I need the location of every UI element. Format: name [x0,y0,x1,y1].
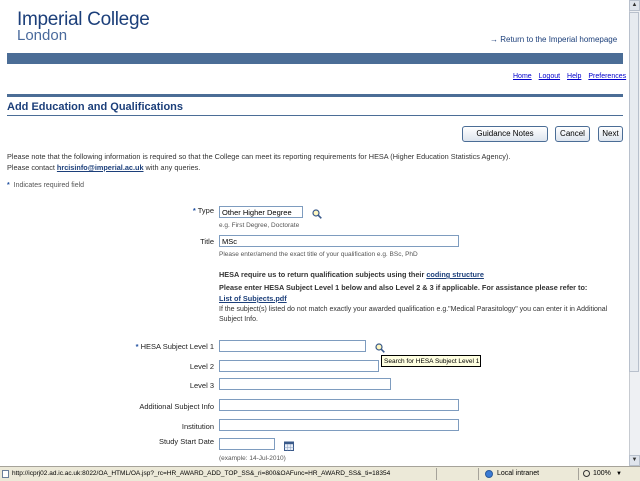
nav-preferences[interactable]: Preferences [588,73,627,80]
return-home-link[interactable] [490,35,617,44]
start-date-field[interactable] [219,438,275,450]
zoom-level[interactable]: 100% [593,470,611,477]
info-line2 [7,162,607,173]
scroll-up-icon[interactable]: ▲ [629,0,640,11]
contact-email-link[interactable]: hrcisinfo@imperial.ac.uk [56,163,144,172]
info-line2-pre: Please contact [7,163,57,172]
required-star-icon: * [135,342,139,351]
type-search-icon[interactable] [312,206,322,224]
institution-field[interactable] [219,419,459,431]
calendar-icon[interactable] [284,438,294,456]
hesa-note: If the subject(s) listed do not match exactly your awarded qualification e.g."Medical Parasitology" you can enter it in Additional Subject Info. [219,306,608,323]
status-url: http://icprj02.ad.ic.ac.uk:8022/OA_HTML/OA.jsp?_rc=HR_AWARD_ADD_TOP_SS&_ri=800&OAFunc=HR_AWARD_SS&_ti=18354 [12,470,391,477]
required-star-icon: * [192,206,196,215]
scroll-thumb[interactable] [629,12,639,372]
return-home-label: Return to the Imperial homepage [500,35,618,44]
logo-line1: Imperial College [17,9,150,30]
nav-home[interactable]: Home [513,73,532,80]
additional-label: Additional Subject Info [139,402,214,411]
institution-label: Institution [181,422,214,431]
coding-structure-link[interactable]: coding structure [426,270,484,279]
guidance-notes-button[interactable]: Guidance Notes [462,126,548,142]
start-date-hint: (example: 14-Jul-2010) [219,455,286,462]
type-label-text: Type [197,206,214,215]
next-button[interactable]: Next [598,126,623,142]
title-hint: Please enter/amend the exact title of your qualification e.g. BSc, PhD [219,251,418,258]
level2-field[interactable] [219,360,379,372]
hesa1-label-text: HESA Subject Level 1 [140,342,214,351]
title-label: Title [200,237,214,246]
status-sep [436,468,437,480]
status-sep2 [478,468,479,480]
arrow-icon: → [490,35,498,44]
start-date-label: Study Start Date [158,437,214,446]
globe-icon [485,470,493,478]
title-field[interactable]: MSc [219,235,459,247]
level2-label: Level 2 [189,362,214,371]
hesa-intro [219,270,484,279]
hesa1-label [124,342,214,351]
header-band [7,53,623,64]
zone-label: Local intranet [497,470,540,477]
level3-label: Level 3 [189,381,214,390]
page-icon [2,470,9,478]
zoom-icon[interactable] [583,470,590,477]
nav-logout[interactable]: Logout [538,73,561,80]
logo-line2: London [17,27,68,44]
required-note [7,182,84,189]
type-label [124,206,214,215]
info-text [7,151,607,173]
subjects-pdf-link[interactable] [219,294,287,303]
status-bar [0,466,640,481]
additional-field[interactable] [219,399,459,411]
divider-band [7,94,623,97]
info-line1: Please note that the following information is required so that the College can meet its reporting requirements for HESA (Higher Education Statistics Agency). [7,152,511,161]
search-tooltip: Search for HESA Subject Level 1 [381,355,481,367]
zoom-dropdown-icon[interactable]: ▼ [616,471,622,477]
level3-field[interactable] [219,378,391,390]
scroll-down-icon[interactable]: ▼ [629,455,640,466]
cancel-button[interactable]: Cancel [555,126,590,142]
top-nav [513,73,631,80]
nav-help[interactable]: Help [567,73,582,80]
required-star-icon: * [7,182,10,189]
required-note-text: Indicates required field [13,182,85,189]
page-title: Add Education and Qualifications [7,101,184,113]
subjects-pdf-link-text[interactable]: List of Subjects.pdf [219,294,287,303]
hesa-instructions: Please enter HESA Subject Level 1 below and also Level 2 & 3 if applicable. For assistance please refer to: [219,283,588,292]
type-field[interactable]: Other Higher Degree [219,206,303,218]
hesa1-field[interactable] [219,340,366,352]
hesa-intro-text: HESA require us to return qualification subjects using their [219,270,427,279]
info-line2-post: with any queries. [143,163,201,172]
type-hint: e.g. First Degree, Doctorate [219,222,300,229]
status-sep3 [578,468,579,480]
title-divider [7,115,623,116]
